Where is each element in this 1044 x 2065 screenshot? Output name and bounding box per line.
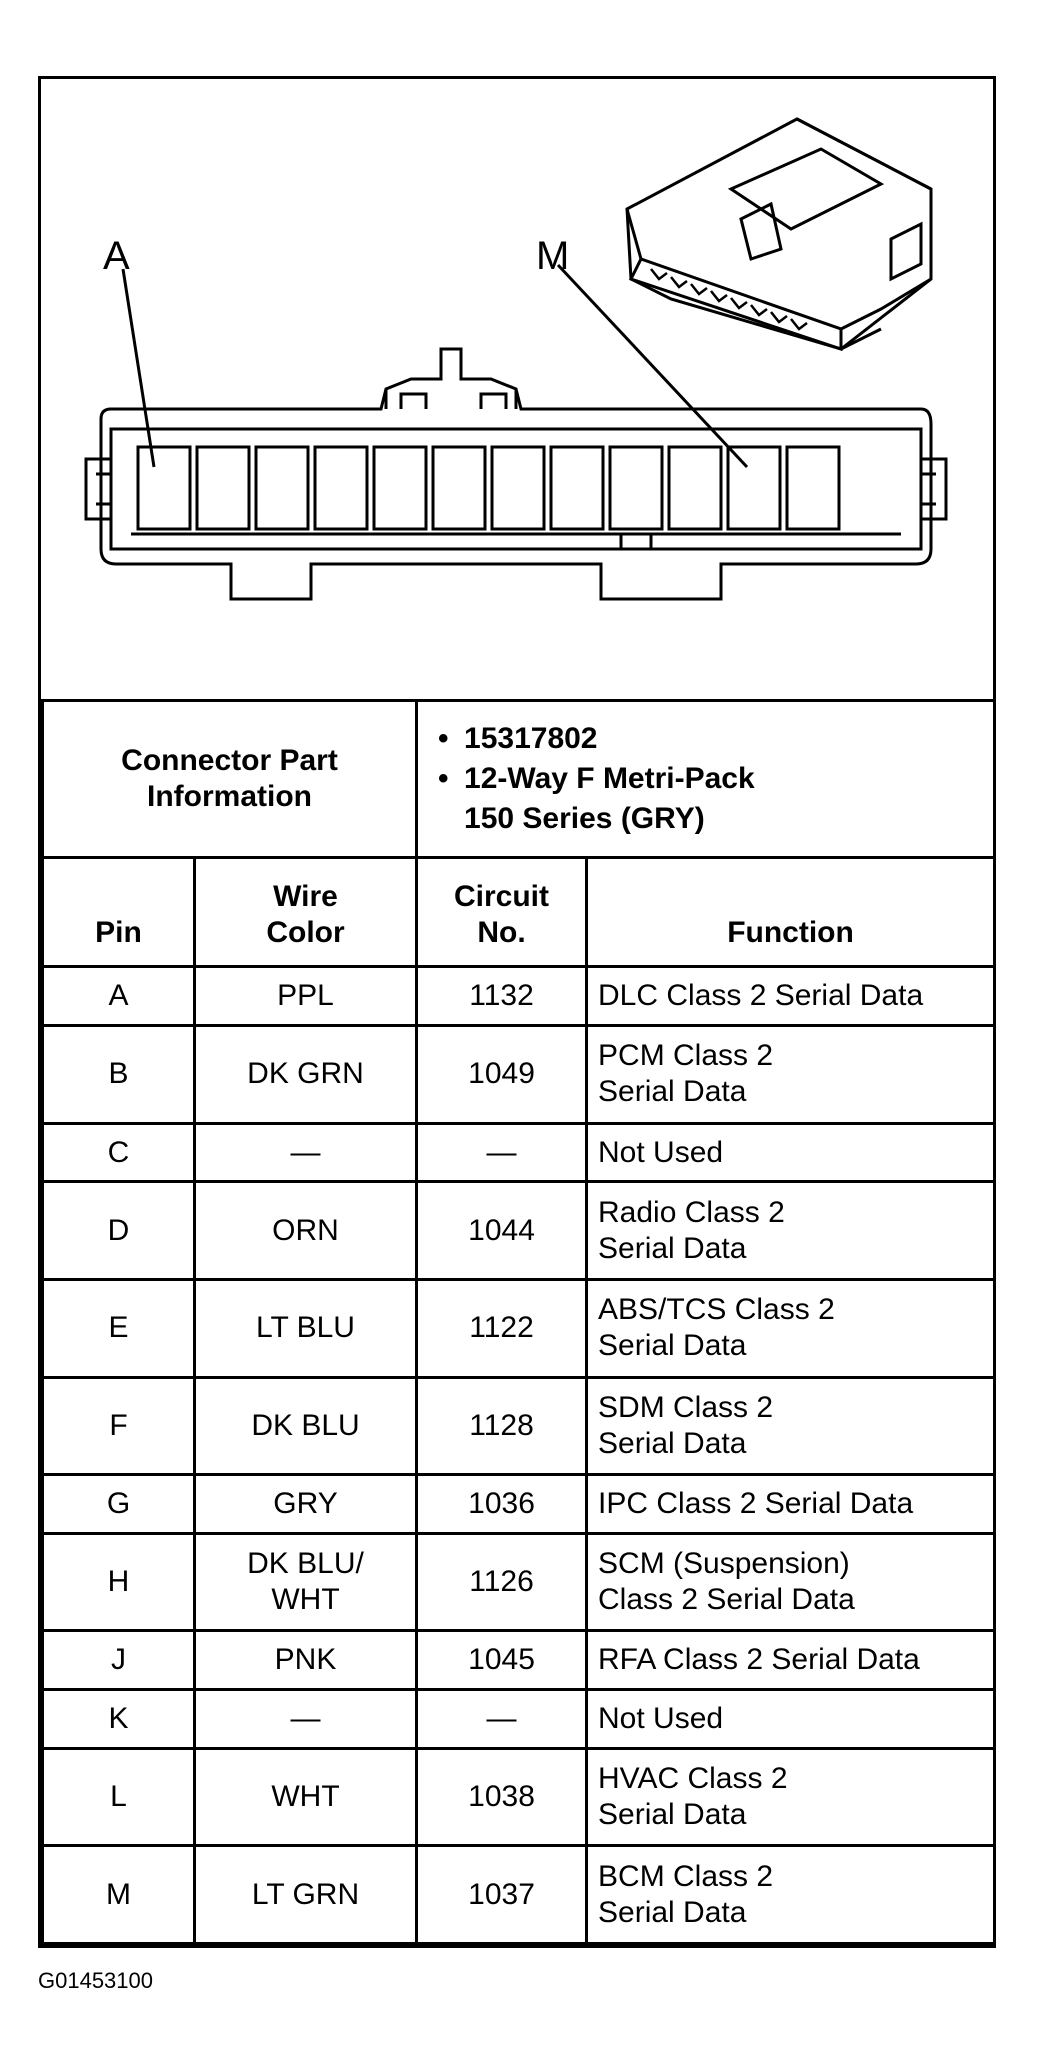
wire-color-cell: DK BLU/ WHT (195, 1533, 417, 1631)
wire-color-cell: PNK (195, 1631, 417, 1690)
circuit-cell: 1045 (417, 1631, 587, 1690)
cavity-m (787, 447, 839, 529)
wire-color-cell: DK BLU (195, 1377, 417, 1475)
description-line2: 150 Series (GRY) (464, 802, 705, 836)
wire-color-cell: LT BLU (195, 1279, 417, 1377)
pin-cell: F (43, 1377, 195, 1475)
header-circuit-no: Circuit No. (417, 858, 587, 967)
function-cell: Not Used (587, 1690, 995, 1749)
table-row (43, 967, 995, 1026)
circuit-cell: — (417, 1123, 587, 1182)
callout-m: M (536, 234, 570, 278)
connector-info-row (43, 701, 995, 858)
connector-face (86, 349, 946, 599)
circuit-cell: — (417, 1690, 587, 1749)
pin-cell: B (43, 1026, 195, 1124)
description-item-cont (438, 799, 983, 839)
cavity-b (197, 447, 249, 529)
pin-cell: D (43, 1182, 195, 1280)
circuit-cell: 1049 (417, 1026, 587, 1124)
circuit-cell: 1126 (417, 1533, 587, 1631)
table-header-row (43, 858, 995, 967)
circuit-cell: 1044 (417, 1182, 587, 1280)
cavity-a (138, 447, 190, 529)
function-cell: SDM Class 2 Serial Data (587, 1377, 995, 1475)
cavity-j (610, 447, 662, 529)
wire-color-cell: LT GRN (195, 1846, 417, 1944)
function-cell: PCM Class 2 Serial Data (587, 1026, 995, 1124)
connector-info-values (417, 701, 995, 858)
callout-a: A (103, 234, 130, 278)
table-row (43, 1533, 995, 1631)
table-row (43, 1123, 995, 1182)
function-cell: HVAC Class 2 Serial Data (587, 1748, 995, 1846)
header-wire-color: Wire Color (195, 858, 417, 967)
circuit-cell: 1128 (417, 1377, 587, 1475)
function-cell: DLC Class 2 Serial Data (587, 967, 995, 1026)
connector-frame (38, 76, 996, 1948)
wire-color-cell: WHT (195, 1748, 417, 1846)
figure-code: G01453100 (38, 1968, 153, 1993)
table-row (43, 1690, 995, 1749)
description-line1: 12-Way F Metri-Pack (464, 762, 755, 796)
function-cell: RFA Class 2 Serial Data (587, 1631, 995, 1690)
part-number-item: • 15317802 (438, 722, 598, 756)
connector-drawing (41, 79, 993, 699)
function-cell: Radio Class 2 Serial Data (587, 1182, 995, 1280)
cavity-c (256, 447, 308, 529)
circuit-cell: 1132 (417, 967, 587, 1026)
table-row (43, 1748, 995, 1846)
terminal-cavities (138, 447, 839, 529)
table-row (43, 1475, 995, 1534)
connector-iso-illustration (627, 119, 931, 349)
table-row (43, 1026, 995, 1124)
pin-cell: K (43, 1690, 195, 1749)
header-pin: Pin (43, 858, 195, 967)
function-cell: BCM Class 2 Serial Data (587, 1846, 995, 1944)
cavity-l (728, 447, 780, 529)
header-function: Function (587, 858, 995, 967)
pin-cell: C (43, 1123, 195, 1182)
wire-color-cell: PPL (195, 967, 417, 1026)
circuit-cell: 1038 (417, 1748, 587, 1846)
pin-cell: J (43, 1631, 195, 1690)
cavity-h (551, 447, 603, 529)
function-cell: IPC Class 2 Serial Data (587, 1475, 995, 1534)
cavity-f (433, 447, 485, 529)
part-number: 15317802 (464, 722, 598, 756)
connector-info-label: Connector Part Information (43, 701, 417, 858)
pin-cell: E (43, 1279, 195, 1377)
circuit-cell: 1036 (417, 1475, 587, 1534)
pin-cell: H (43, 1533, 195, 1631)
wire-color-cell: — (195, 1690, 417, 1749)
circuit-cell: 1122 (417, 1279, 587, 1377)
leader-line-a (123, 269, 154, 467)
table-row (43, 1279, 995, 1377)
pin-cell: A (43, 967, 195, 1026)
table-row (43, 1631, 995, 1690)
function-cell: ABS/TCS Class 2 Serial Data (587, 1279, 995, 1377)
cavity-e (374, 447, 426, 529)
cavity-k (669, 447, 721, 529)
table-row (43, 1846, 995, 1944)
table-row (43, 1182, 995, 1280)
table-row (43, 1377, 995, 1475)
pinout-table (41, 699, 996, 1945)
wire-color-cell: GRY (195, 1475, 417, 1534)
leader-line-m (558, 265, 747, 467)
circuit-cell: 1037 (417, 1846, 587, 1944)
connector-diagram (41, 79, 993, 699)
wire-color-cell: — (195, 1123, 417, 1182)
description-item: • 12-Way F Metri-Pack (438, 762, 755, 796)
cavity-g (492, 447, 544, 529)
pin-cell: L (43, 1748, 195, 1846)
pin-cell: M (43, 1846, 195, 1944)
function-cell: SCM (Suspension) Class 2 Serial Data (587, 1533, 995, 1631)
wire-color-cell: DK GRN (195, 1026, 417, 1124)
pin-cell: G (43, 1475, 195, 1534)
cavity-d (315, 447, 367, 529)
function-cell: Not Used (587, 1123, 995, 1182)
wire-color-cell: ORN (195, 1182, 417, 1280)
